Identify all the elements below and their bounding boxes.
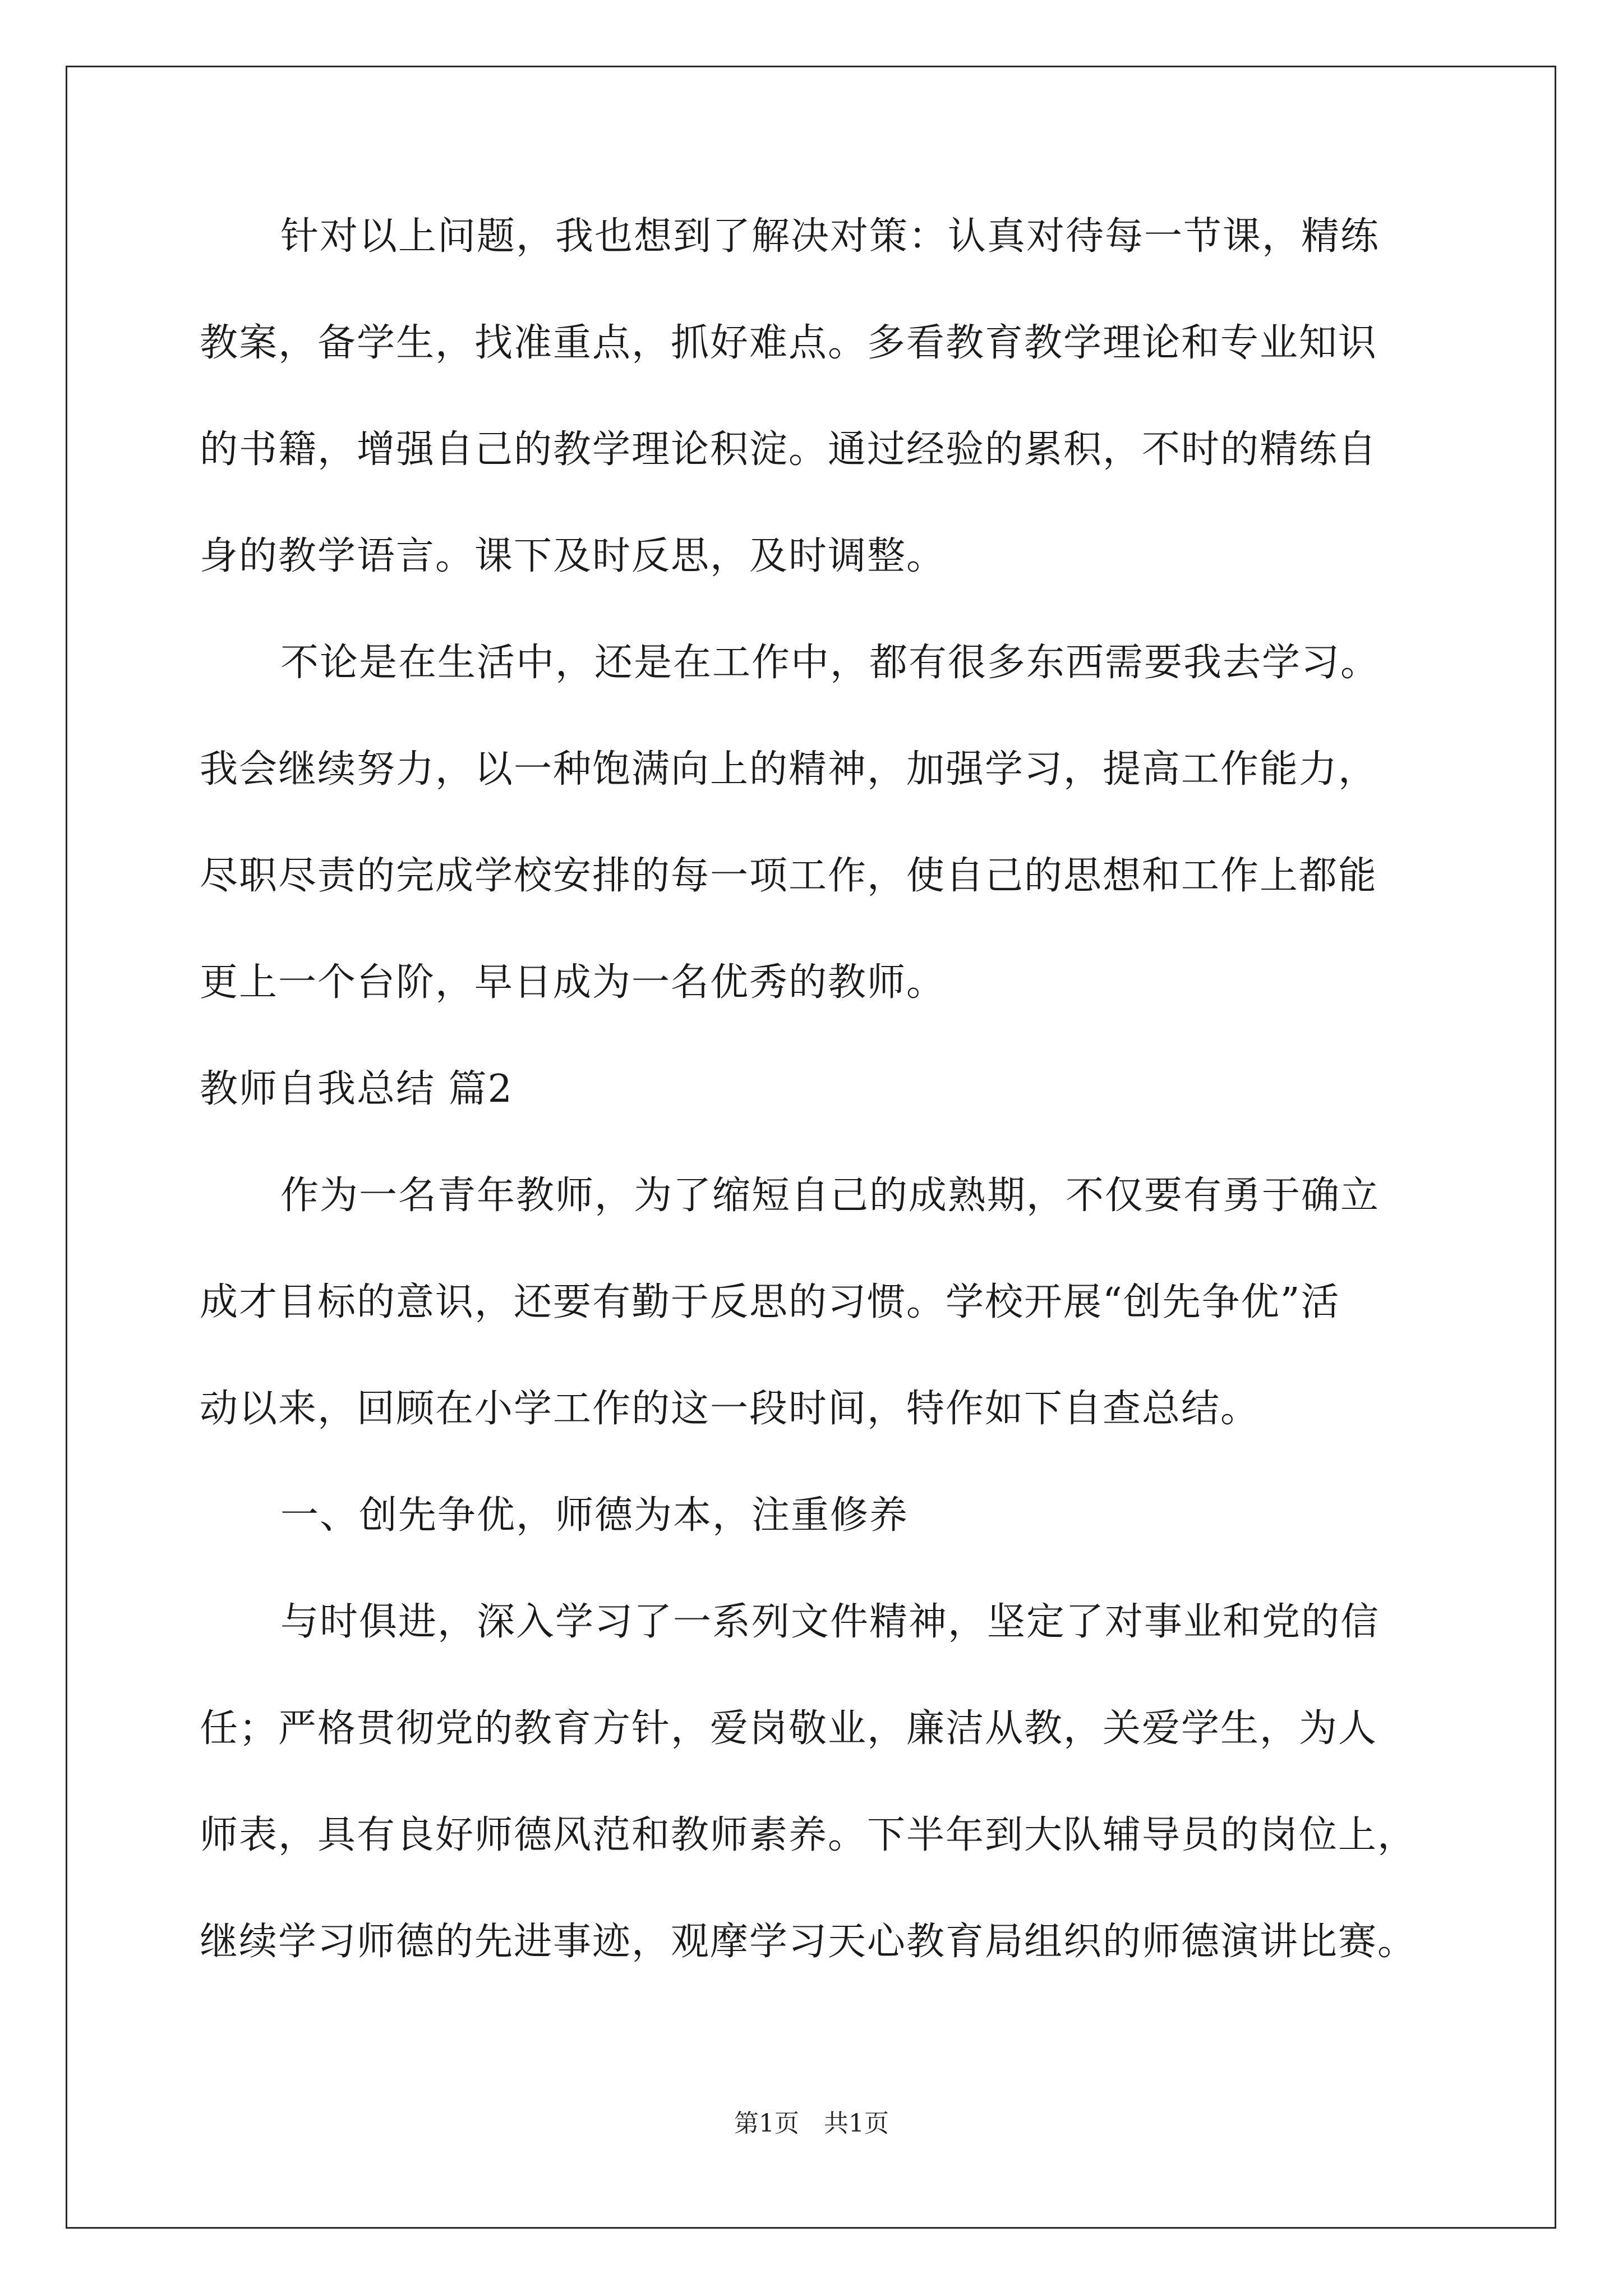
paragraph-4-line-1: 与时俱进，深入学习了一系列文件精神，坚定了对事业和党的信 [280, 1600, 1380, 1644]
paragraph-1-line-2: 教案，备学生，找准重点，抓好难点。多看教育教学理论和专业知识 [200, 321, 1378, 365]
paragraph-4-line-2: 任；严格贯彻党的教育方针，爱岗敬业，廉洁从教，关爱学生，为人 [200, 1706, 1378, 1751]
section-heading: 教师自我总结 篇2 [200, 1067, 513, 1111]
page-footer: 第1页 共1页 [734, 2109, 889, 2138]
paragraph-1-line-3: 的书籍，增强自己的教学理论积淀。通过经验的累积，不时的精练自 [200, 427, 1378, 472]
paragraph-2-line-1: 不论是在生活中，还是在工作中，都有很多东西需要我去学习。 [280, 641, 1380, 685]
paragraph-2-line-3: 尽职尽责的完成学校安排的每一项工作，使自己的思想和工作上都能 [200, 854, 1378, 898]
paragraph-2-line-4: 更上一个台阶，早日成为一名优秀的教师。 [200, 960, 946, 1005]
paragraph-4-line-3: 师表，具有良好师德风范和教师素养。下半年到大队辅导员的岗位上， [200, 1813, 1417, 1857]
paragraph-4-line-4: 继续学习师德的先进事迹，观摩学习天心教育局组织的师德演讲比赛。 [200, 1920, 1417, 1964]
paragraph-1-line-4: 身的教学语言。课下及时反思，及时调整。 [200, 534, 946, 578]
paragraph-3-line-1: 作为一名青年教师，为了缩短自己的成熟期，不仅要有勇于确立 [280, 1174, 1380, 1218]
paragraph-2-line-2: 我会继续努力，以一种饱满向上的精神，加强学习，提高工作能力， [200, 747, 1378, 792]
paragraph-3-line-2: 成才目标的意识，还要有勤于反思的习惯。学校开展“创先争优”活 [200, 1280, 1340, 1324]
paragraph-3-line-3: 动以来，回顾在小学工作的这一段时间，特作如下自查总结。 [200, 1387, 1260, 1431]
paragraph-1-line-1: 针对以上问题，我也想到了解决对策：认真对待每一节课，精练 [280, 214, 1380, 259]
subsection-heading: 一、创先争优，师德为本，注重修养 [280, 1493, 909, 1538]
page-border [66, 66, 1556, 2229]
